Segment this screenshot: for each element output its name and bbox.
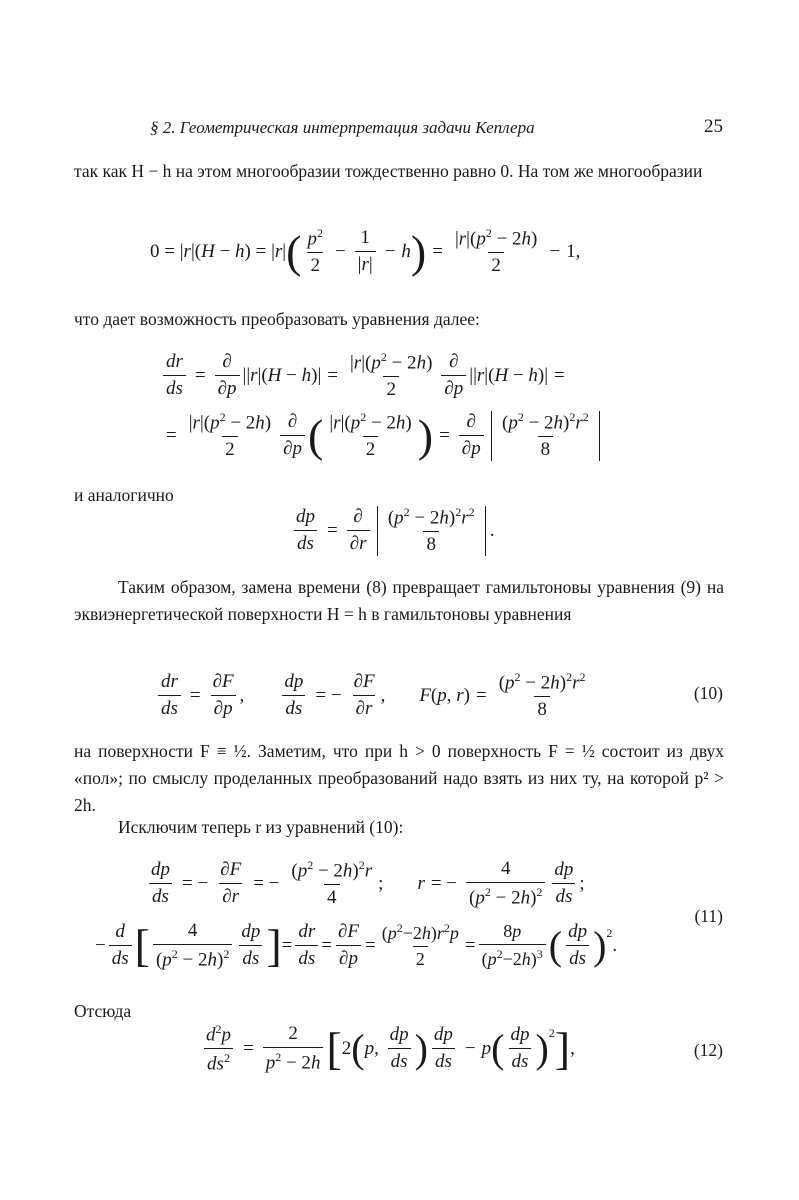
formula-dp-ds: $\frac{dp}{ds}$ = $\frac{\partial}{\partial r}$ $\frac{(p^2 - 2h)^2r^2}{8}$ . bbox=[296, 505, 495, 556]
paragraph-4: Таким образом, замена времени (8) превращает гамильтоновы уравнения (9) на эквиэнергетической поверхности H = h в гамильтоновы уравнения bbox=[74, 577, 724, 624]
formula-identity: 0 = |r|(H − h) = |r| ( $\frac{p^2}{2}$ − $\frac{1}{|r|}$ − h ) = $\frac{|r|(p^2 - 2h)}{2}$ − 1, bbox=[150, 225, 581, 277]
paragraph-5: на поверхности F ≡ ½. Заметим, что при h > 0 поверхность F = ½ состоит из двух «пол»; по смыслу проделанных преобразований надо взять из них ту, на которой p² > 2h. bbox=[74, 741, 724, 815]
paragraph-7: Отсюда bbox=[74, 1001, 132, 1021]
formula-dr-ds-line1: $\frac{dr}{ds}$ = $\frac{\partial}{\partial p}$ ||r|(H − h)| = $\frac{|r|(p^2 - 2h)}{2}$ $\frac{\partial}{\partial p}$ ||r|(H − h)| = bbox=[160, 350, 571, 401]
paragraph-3: и аналогично bbox=[74, 485, 174, 505]
paragraph-6: Исключим теперь r из уравнений (10): bbox=[118, 817, 404, 837]
formula-11-line2: − $\frac{d}{ds}$ [ $\frac{4}{(p^2 - 2h)^2}$ $\frac{dp}{ds}$ ] = $\frac{dr}{ds}$ = $\frac{\partial F}{\partial p}$ = $\frac{(p^2-2h)r^2p}{2}$ = $\frac{8p}{(p^2-2h)^3}$ ( $\frac{dp}{ds}$ ) $^2$ . bbox=[95, 919, 618, 971]
running-header: § 2. Геометрическая интерпретация задачи Кеплера bbox=[150, 118, 535, 137]
equation-number-10: (10) bbox=[693, 683, 723, 703]
page-number: 25 bbox=[704, 116, 723, 137]
equation-number-12: (12) bbox=[693, 1040, 723, 1060]
formula-hamilton-10: $\frac{dr}{ds}$ = $\frac{\partial F}{\partial p}$ , $\frac{dp}{ds}$ = − $\frac{\partial F}{\partial r}$ , F(p, r) = $\frac{(p^2 - 2h)^2r^2}{8}$ bbox=[155, 670, 591, 721]
paragraph-2: что дает возможность преобразовать уравнения далее: bbox=[74, 309, 480, 329]
equation-number-11: (11) bbox=[694, 906, 723, 926]
paragraph-1: так как H − h на этом многообразии тождественно равно 0. На том же многообразии bbox=[74, 161, 703, 181]
formula-11-line1: $\frac{dp}{ds}$ = − $\frac{\partial F}{\partial r}$ = − $\frac{(p^2 - 2h)^2r}{4}$ ; r = − $\frac{4}{(p^2 - 2h)^2}$ $\frac{dp}{ds}$ ; bbox=[151, 858, 585, 909]
formula-12: $\frac{d^2p}{ds^2}$ = $\frac{2}{p^2 - 2h}$ [ 2 ( p , $\frac{dp}{ds}$ ) $\frac{dp}{ds}$ − p ( $\frac{dp}{ds}$ ) $^2$ ] , bbox=[206, 1022, 575, 1075]
formula-dr-ds-line2: = $\frac{|r|(p^2 - 2h)}{2}$ $\frac{\partial}{\partial p}$ ( $\frac{|r|(p^2 - 2h)}{2}$ ) = $\frac{\partial}{\partial p}$ $\frac{(p^2 - 2h)^2r^2}{8}$ bbox=[160, 410, 604, 461]
